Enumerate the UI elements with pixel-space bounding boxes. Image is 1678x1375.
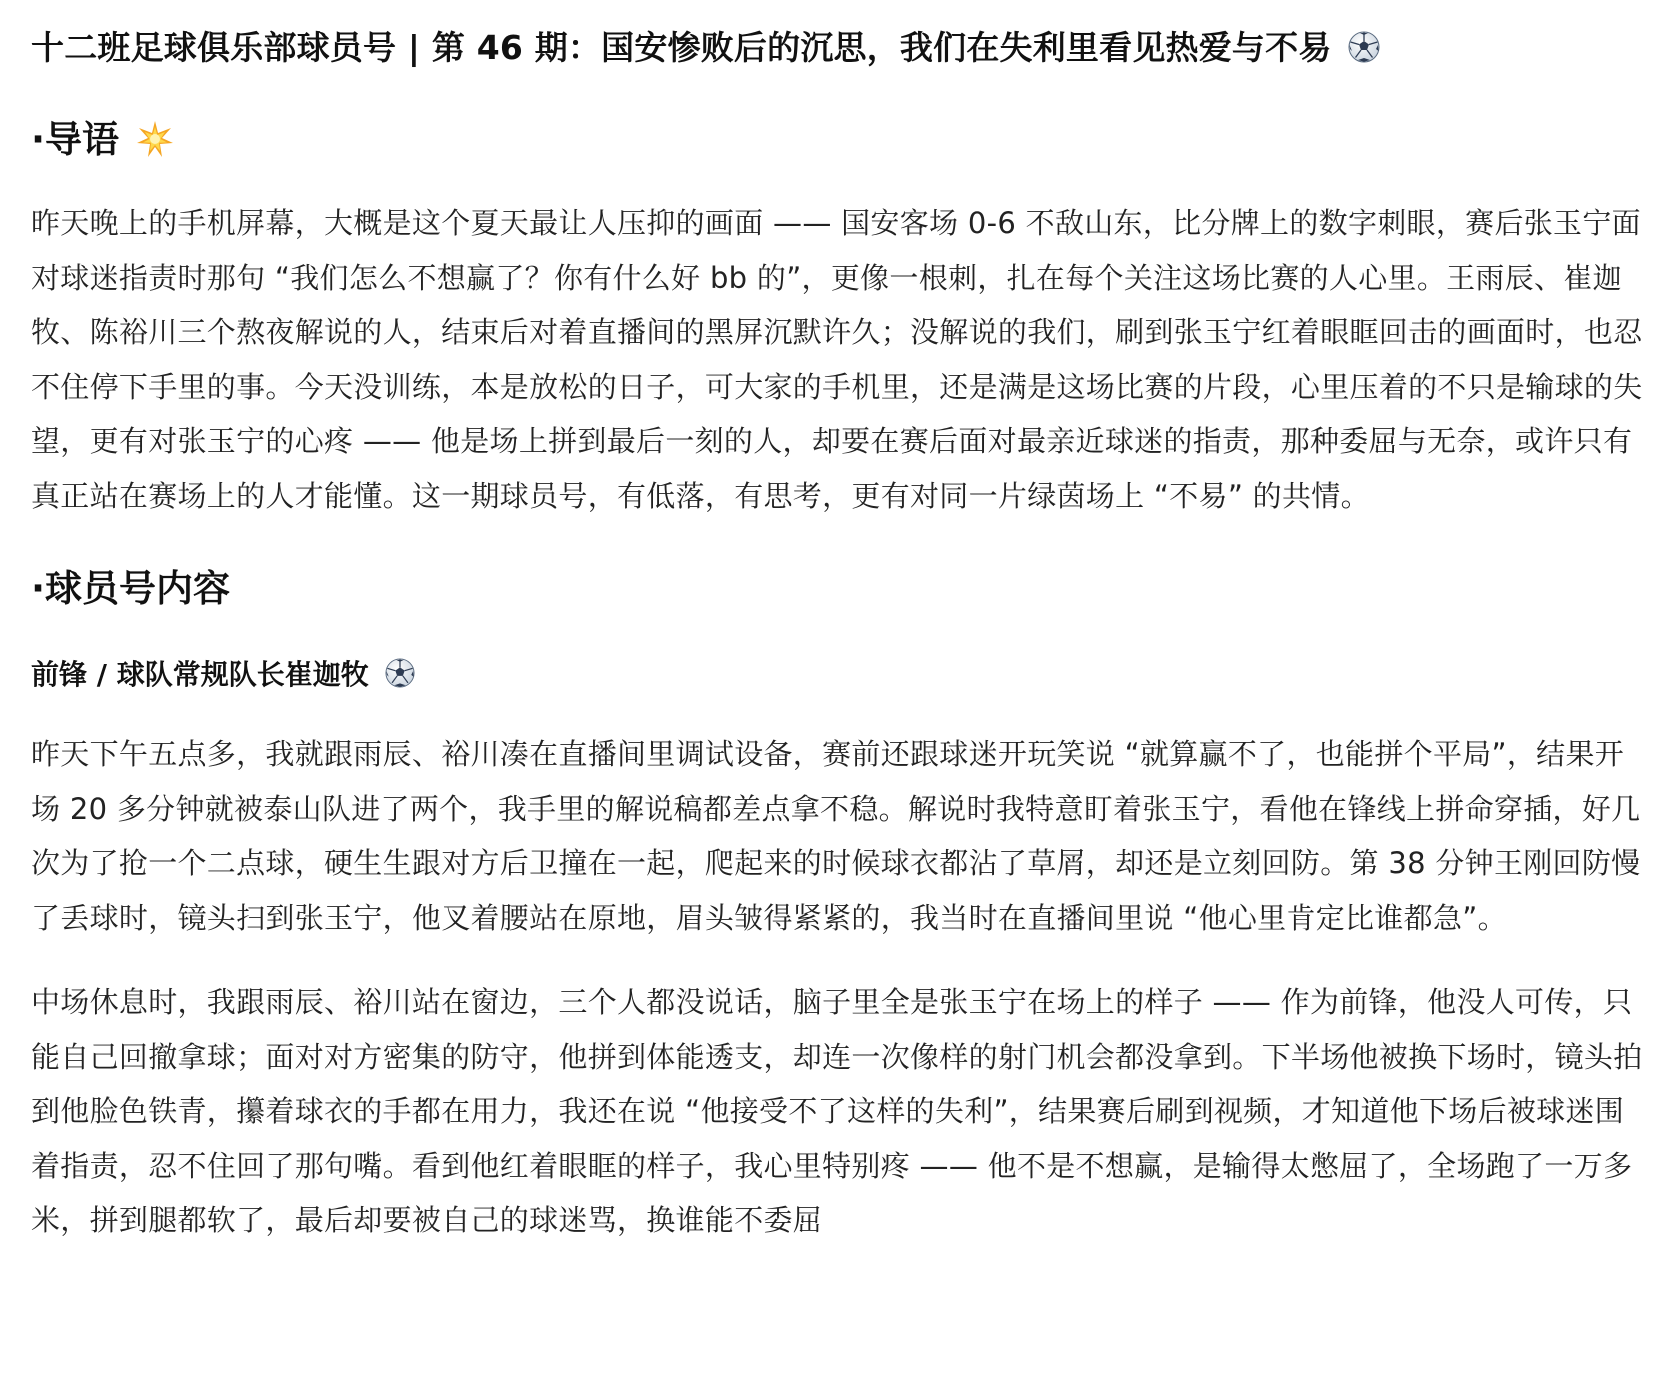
intro-heading [31,114,1648,166]
content-heading: ·球员号内容 [31,567,231,610]
article-title-text: 十二班足球俱乐部球员号 | 第 46 期：国安惨败后的沉思，我们在失利里看见热爱与不易 [31,28,1332,67]
player-paragraph-1: 昨天下午五点多，我就跟雨辰、裕川凑在直播间里调试设备，赛前还跟球迷开玩笑说 “就算赢不了，也能拼个平局”，结果开场 20 多分钟就被泰山队进了两个，我手里的解说稿都差点拿不稳。解说时我特意盯着张玉宁，看他在锋线上拼命穿插，好几次为了抢一个二点球，硬生生跟对方后卫撞在一起，爬起来的时候球衣都沾了草屑，却还是立刻回防。第 38 分钟王刚回防慢了丢球时，镜头扫到张玉宁，他叉着腰站在原地，眉头皱得紧紧的，我当时在直播间里说 “他心里肯定比谁都急”。 [31,737,1641,935]
soccer-ball-icon [1348,31,1380,63]
intro-paragraph: 昨天晚上的手机屏幕，大概是这个夏天最让人压抑的画面 —— 国安客场 0-6 不敌山东，比分牌上的数字刺眼，赛后张玉宁面对球迷指责时那句 “我们怎么不想赢了？你有什么好 bb 的”，更像一根刺，扎在每个关注这场比赛的人心里。王雨辰、崔迦牧、陈裕川三个熬夜解说的人，结束后对着直播间的黑屏沉默许久；没解说的我们，刷到张玉宁红着眼眶回击的画面时，也忍不住停下手里的事。今天没训练，本是放松的日子，可大家的手机里，还是满是这场比赛的片段，心里压着的不只是输球的失望，更有对张玉宁的心疼 —— 他是场上拼到最后一刻的人，却要在赛后面对最亲近球迷的指责，那种委屈与无奈，或许只有真正站在赛场上的人才能懂。这一期球员号，有低落，有思考，更有对同一片绿茵场上 “不易” 的共情。 [31,206,1643,513]
article-title [31,22,1648,74]
player-heading-text: 前锋 / 球队常规队长崔迦牧 [31,658,369,691]
player-paragraph-2: 中场休息时，我跟雨辰、裕川站在窗边，三个人都没说话，脑子里全是张玉宁在场上的样子 —— 作为前锋，他没人可传，只能自己回撤拿球；面对对方密集的防守，他拼到体能透支，却连一次像样的射门机会都没拿到。下半场他被换下场时，镜头拍到他脸色铁青，攥着球衣的手都在用力，我还在说 “他接受不了这样的失利”，结果赛后刷到视频，才知道他下场后被球迷围着指责，忍不住回了那句嘴。看到他红着眼眶的样子，我心里特别疼 —— 他不是不想赢，是输得太憋屈了，全场跑了一万多米，拼到腿都软了，最后却要被自己的球迷骂，换谁能不委屈 [31,985,1643,1237]
star-icon [135,119,175,159]
intro-heading-text: ·导语 [31,118,120,161]
player-heading [31,653,1648,697]
soccer-ball-icon [385,658,415,688]
